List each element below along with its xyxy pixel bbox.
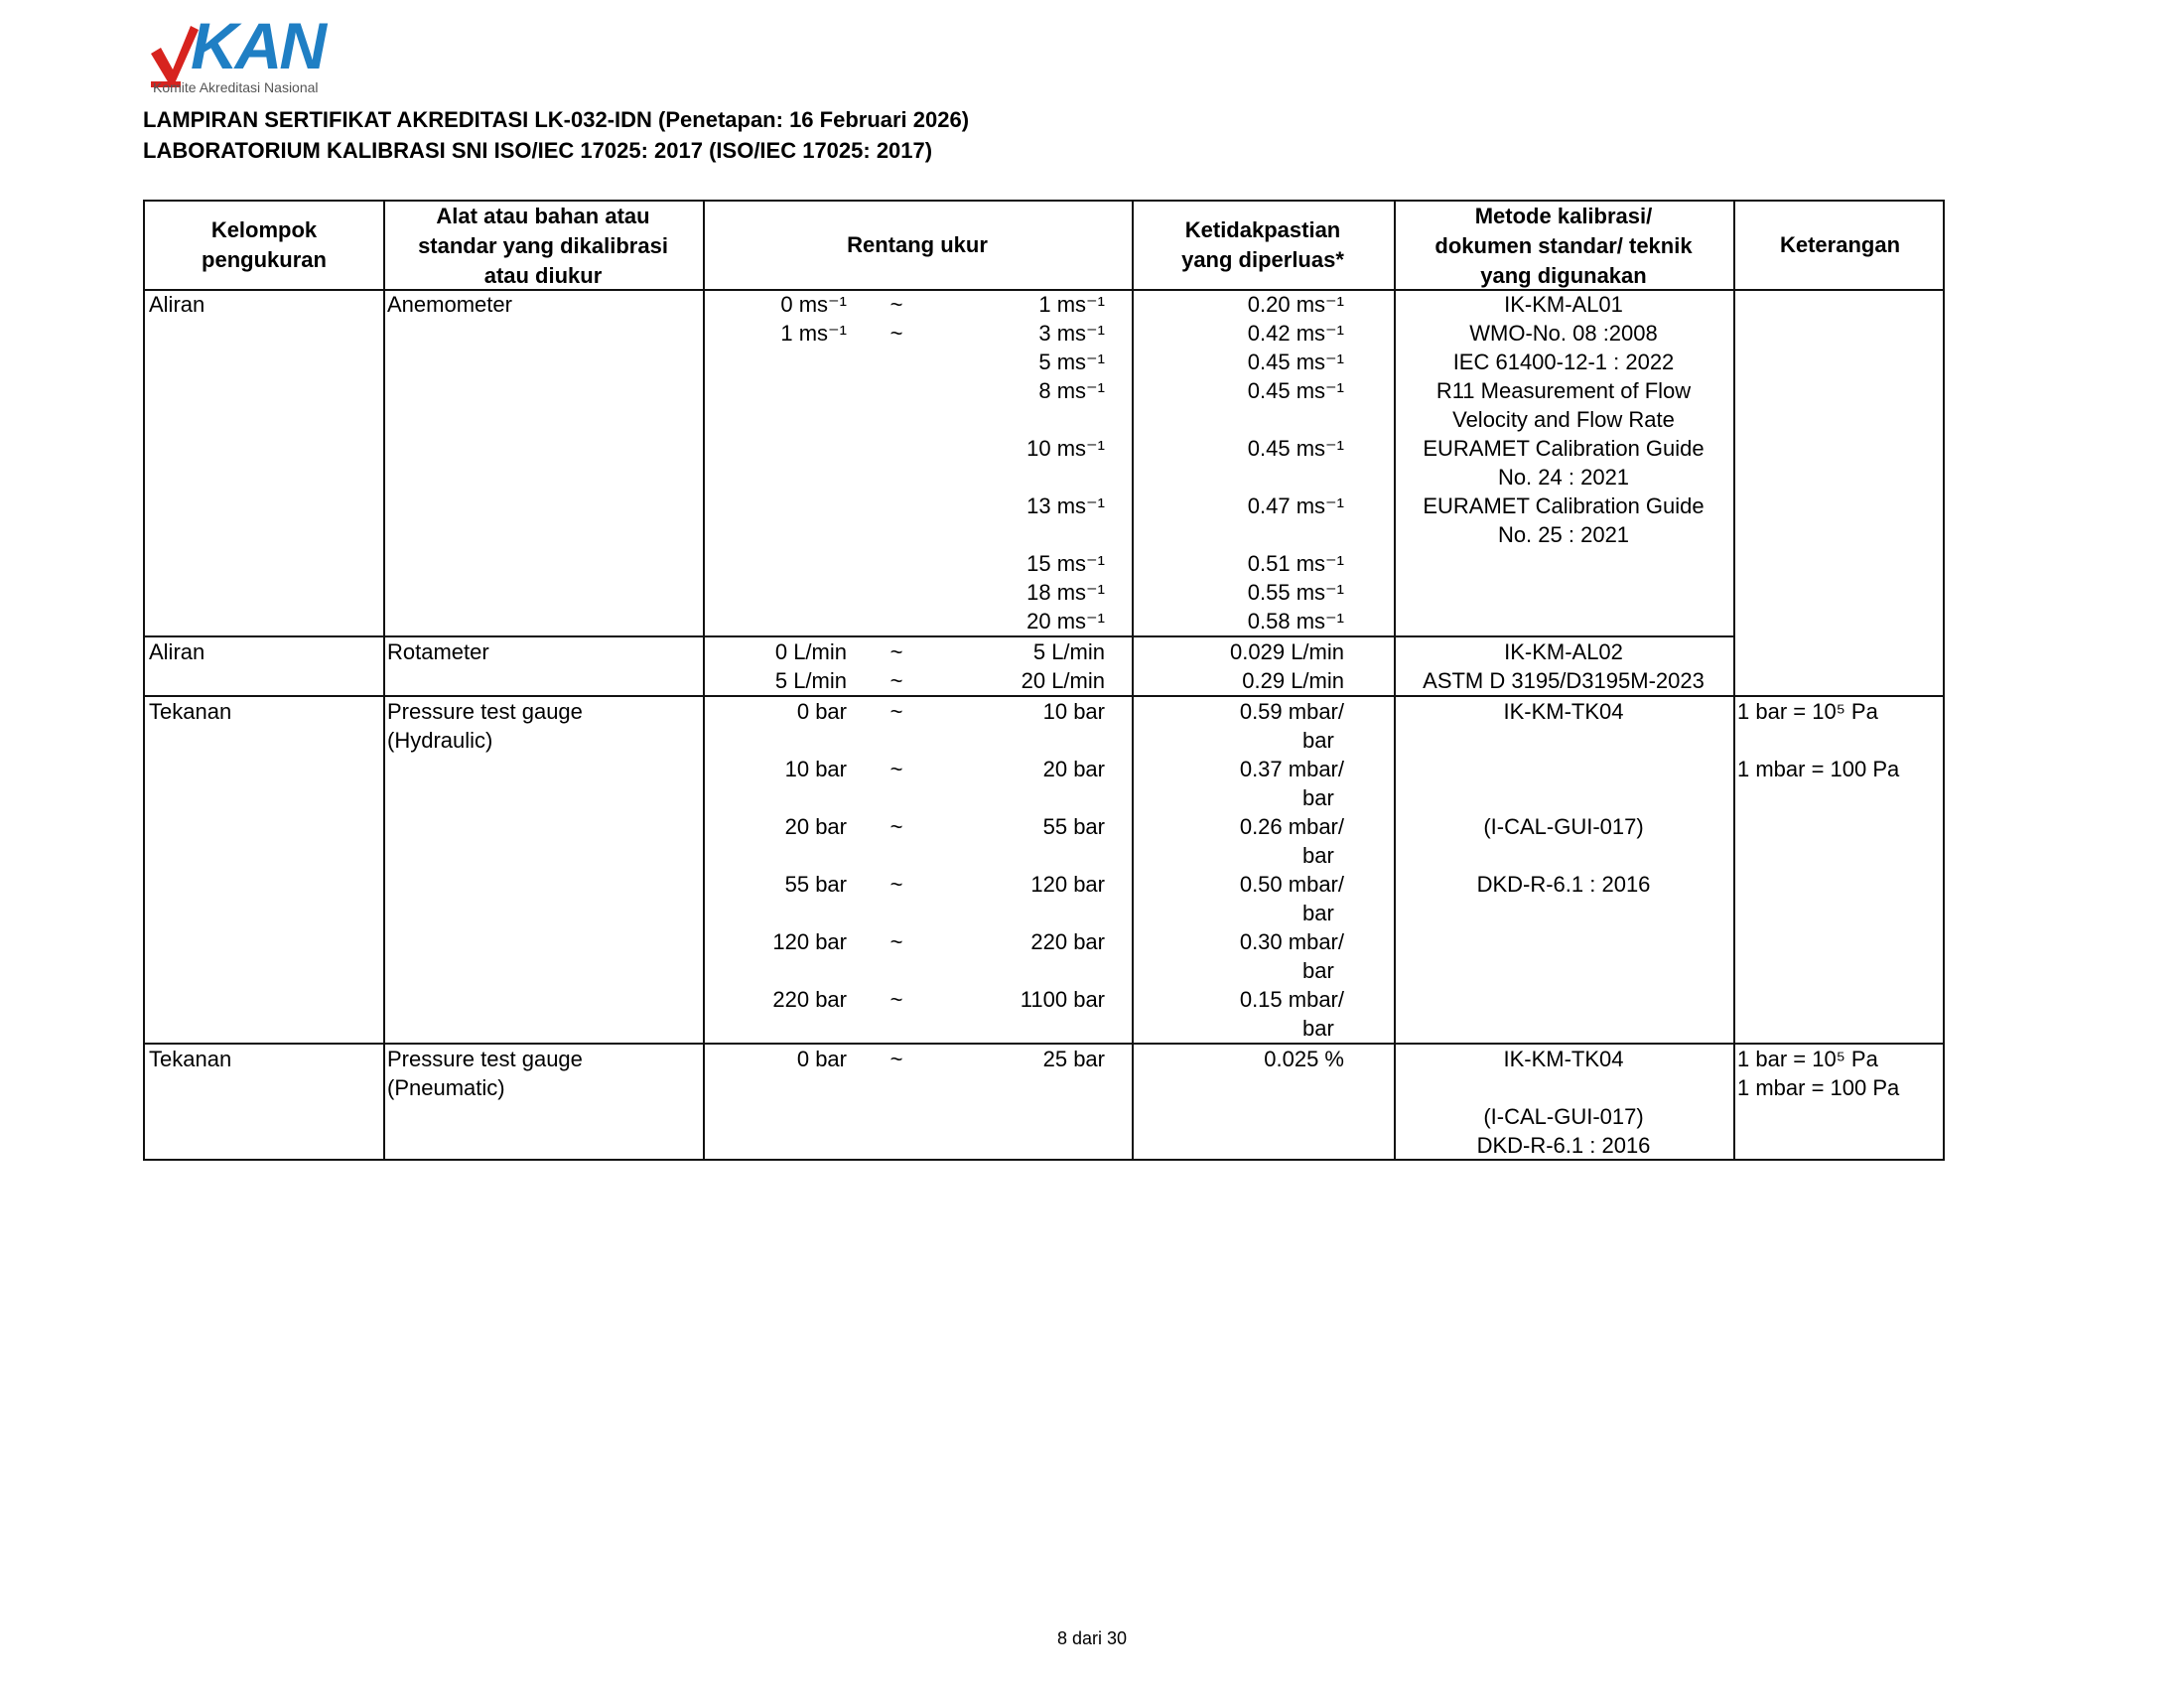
range-separator: ~ <box>889 987 903 1012</box>
range-to: 1100 bar <box>1020 987 1105 1012</box>
alat-cell: (Hydraulic) <box>387 728 493 753</box>
range-to: 5 ms⁻¹ <box>1038 350 1105 374</box>
range-from: 20 bar <box>784 814 847 839</box>
range-from: 220 bar <box>772 987 847 1012</box>
range-separator: ~ <box>889 699 903 724</box>
range-to: 220 bar <box>1030 929 1105 954</box>
kelompok-cell: Tekanan <box>149 699 232 724</box>
range-from: 10 bar <box>784 757 847 781</box>
range-to: 3 ms⁻¹ <box>1038 321 1105 346</box>
alat-cell: Pressure test gauge <box>387 699 583 724</box>
range-to: 20 L/min <box>1021 668 1105 693</box>
range-to: 25 bar <box>1042 1047 1105 1071</box>
keterangan-cell: 1 mbar = 100 Pa <box>1737 1075 1900 1100</box>
uncertainty-value: 0.45 ms⁻¹ <box>1247 378 1344 403</box>
range-to: 10 bar <box>1042 699 1105 724</box>
uncertainty-unit: bar <box>1302 901 1334 925</box>
range-from: 0 L/min <box>774 639 847 664</box>
accreditation-table <box>143 200 1945 1161</box>
metode-cell: WMO-No. 08 :2008 <box>1469 321 1658 346</box>
uncertainty-value: 0.20 ms⁻¹ <box>1247 292 1344 317</box>
range-to: 1 ms⁻¹ <box>1038 292 1105 317</box>
metode-cell: IK-KM-TK04 <box>1503 699 1624 724</box>
column-header: standar yang dikalibrasi <box>418 233 668 258</box>
uncertainty-unit: bar <box>1302 843 1334 868</box>
column-header: Rentang ukur <box>847 232 988 257</box>
range-from: 5 L/min <box>774 668 847 693</box>
page-number: 8 dari 30 <box>1056 1628 1128 1648</box>
metode-cell: Velocity and Flow Rate <box>1452 407 1675 432</box>
column-header: pengukuran <box>202 247 327 272</box>
column-header: yang diperluas* <box>1181 247 1344 272</box>
metode-cell: IK-KM-AL01 <box>1504 292 1623 317</box>
column-header: Kelompok <box>210 217 318 242</box>
metode-cell: EURAMET Calibration Guide <box>1423 436 1705 461</box>
uncertainty-value: 0.15 mbar/ <box>1239 987 1344 1012</box>
range-to: 5 L/min <box>1032 639 1105 664</box>
keterangan-cell: 1 bar = 10⁵ Pa <box>1737 1047 1878 1071</box>
range-to: 20 ms⁻¹ <box>1026 609 1105 633</box>
range-separator: ~ <box>889 757 903 781</box>
kelompok-cell: Tekanan <box>149 1047 232 1071</box>
metode-cell: IK-KM-TK04 <box>1503 1047 1624 1071</box>
uncertainty-value: 0.30 mbar/ <box>1239 929 1344 954</box>
range-from: 55 bar <box>784 872 847 897</box>
range-to: 20 bar <box>1042 757 1105 781</box>
metode-cell: ASTM D 3195/D3195M-2023 <box>1423 668 1705 693</box>
column-header: Keterangan <box>1779 232 1901 257</box>
column-header: atau diukur <box>483 263 603 288</box>
header-line-1: LAMPIRAN SERTIFIKAT AKREDITASI LK-032-IDN (Penetapan: 16 Februari 2026) <box>143 107 970 132</box>
range-separator: ~ <box>889 321 903 346</box>
metode-cell: IK-KM-AL02 <box>1504 639 1623 664</box>
range-separator: ~ <box>889 929 903 954</box>
column-divider <box>1733 202 1735 1159</box>
uncertainty-value: 0.29 L/min <box>1242 668 1344 693</box>
column-header: dokumen standar/ teknik <box>1434 233 1693 258</box>
column-header: Metode kalibrasi/ <box>1474 204 1653 228</box>
header-line-2: LABORATORIUM KALIBRASI SNI ISO/IEC 17025: 2017 (ISO/IEC 17025: 2017) <box>143 138 933 163</box>
logo-subtitle: Komite Akreditasi Nasional <box>153 79 319 95</box>
uncertainty-value: 0.58 ms⁻¹ <box>1247 609 1344 633</box>
range-from: 1 ms⁻¹ <box>780 321 847 346</box>
uncertainty-value: 0.47 ms⁻¹ <box>1247 493 1344 518</box>
alat-cell: (Pneumatic) <box>387 1075 505 1100</box>
metode-cell: EURAMET Calibration Guide <box>1423 493 1705 518</box>
uncertainty-value: 0.51 ms⁻¹ <box>1247 551 1344 576</box>
uncertainty-value: 0.42 ms⁻¹ <box>1247 321 1344 346</box>
range-to: 120 bar <box>1030 872 1105 897</box>
range-separator: ~ <box>889 292 903 317</box>
keterangan-cell: 1 bar = 10⁵ Pa <box>1737 699 1878 724</box>
column-header: Alat atau bahan atau <box>436 204 650 228</box>
range-to: 15 ms⁻¹ <box>1026 551 1105 576</box>
metode-cell: (I-CAL-GUI-017) <box>1483 1104 1644 1129</box>
alat-cell: Anemometer <box>387 292 512 317</box>
range-separator: ~ <box>889 639 903 664</box>
range-to: 13 ms⁻¹ <box>1026 493 1105 518</box>
metode-cell: R11 Measurement of Flow <box>1435 378 1692 403</box>
kan-logo <box>149 9 338 97</box>
range-to: 10 ms⁻¹ <box>1026 436 1105 461</box>
range-separator: ~ <box>889 872 903 897</box>
uncertainty-value: 0.59 mbar/ <box>1239 699 1344 724</box>
range-separator: ~ <box>889 668 903 693</box>
metode-cell: DKD-R-6.1 : 2016 <box>1476 1133 1651 1158</box>
range-from: 0 bar <box>796 699 847 724</box>
range-from: 0 bar <box>796 1047 847 1071</box>
metode-cell: DKD-R-6.1 : 2016 <box>1476 872 1651 897</box>
uncertainty-value: 0.37 mbar/ <box>1239 757 1344 781</box>
uncertainty-unit: bar <box>1302 958 1334 983</box>
uncertainty-value: 0.55 ms⁻¹ <box>1247 580 1344 605</box>
keterangan-cell: 1 mbar = 100 Pa <box>1737 757 1900 781</box>
range-separator: ~ <box>889 1047 903 1071</box>
uncertainty-value: 0.029 L/min <box>1230 639 1344 664</box>
metode-cell: No. 25 : 2021 <box>1497 522 1630 547</box>
kelompok-cell: Aliran <box>149 292 205 317</box>
range-from: 120 bar <box>772 929 847 954</box>
alat-cell: Pressure test gauge <box>387 1047 583 1071</box>
uncertainty-value: 0.45 ms⁻¹ <box>1247 350 1344 374</box>
metode-cell: IEC 61400-12-1 : 2022 <box>1452 350 1675 374</box>
column-divider <box>383 202 385 1159</box>
uncertainty-value: 0.025 % <box>1264 1047 1344 1071</box>
uncertainty-value: 0.45 ms⁻¹ <box>1247 436 1344 461</box>
uncertainty-unit: bar <box>1302 785 1334 810</box>
range-to: 8 ms⁻¹ <box>1038 378 1105 403</box>
range-to: 55 bar <box>1042 814 1105 839</box>
metode-cell: No. 24 : 2021 <box>1497 465 1630 490</box>
column-header: yang digunakan <box>1480 263 1647 288</box>
uncertainty-value: 0.26 mbar/ <box>1239 814 1344 839</box>
kelompok-cell: Aliran <box>149 639 205 664</box>
range-separator: ~ <box>889 814 903 839</box>
uncertainty-unit: bar <box>1302 1016 1334 1041</box>
range-to: 18 ms⁻¹ <box>1026 580 1105 605</box>
logo-text: KAN <box>191 9 324 82</box>
alat-cell: Rotameter <box>387 639 489 664</box>
uncertainty-unit: bar <box>1302 728 1334 753</box>
range-from: 0 ms⁻¹ <box>780 292 847 317</box>
metode-cell: (I-CAL-GUI-017) <box>1483 814 1644 839</box>
column-header: Ketidakpastian <box>1184 217 1341 242</box>
uncertainty-value: 0.50 mbar/ <box>1239 872 1344 897</box>
